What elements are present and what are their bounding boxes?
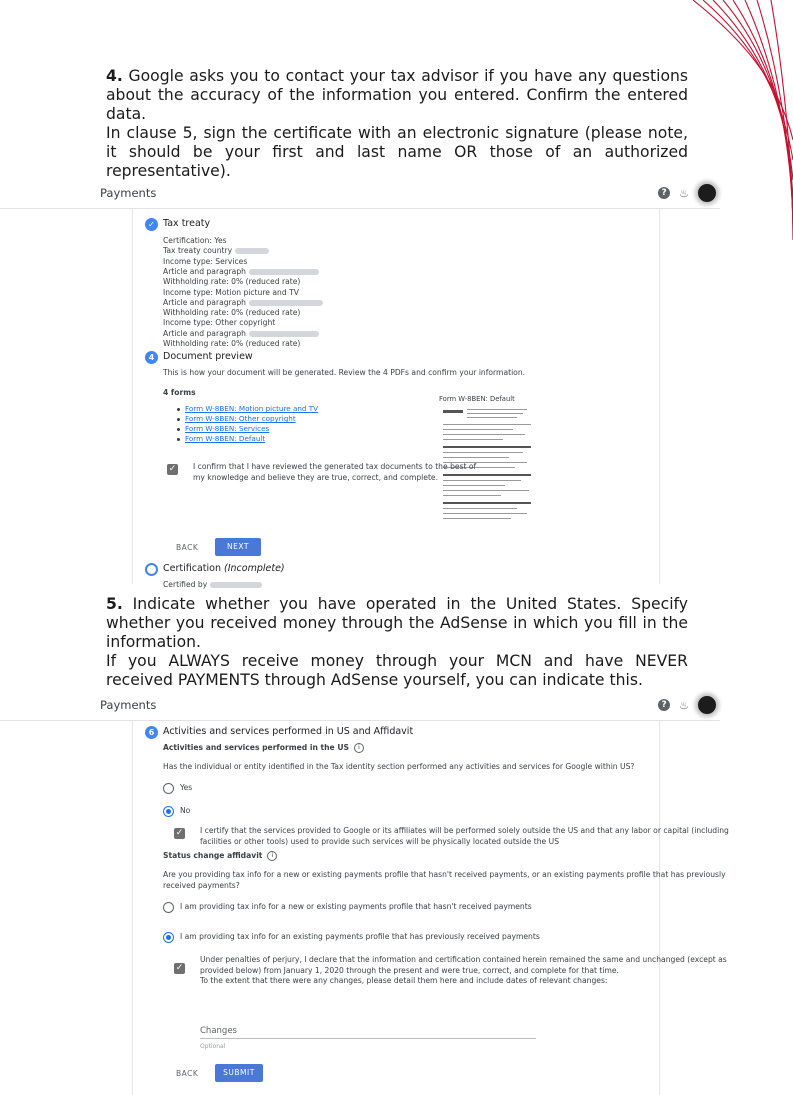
yes-label: Yes — [180, 783, 193, 792]
tax-treaty-line: Article and paragraph — [163, 267, 319, 277]
bullet — [177, 438, 180, 441]
next-button[interactable]: NEXT — [215, 538, 261, 556]
step-5-text-1: Indicate whether you have operated in the United States. Specify whether you received money through the AdSense in which you fill in the information. — [106, 595, 688, 651]
bell-icon[interactable]: ♨ — [679, 186, 689, 200]
tax-treaty-line: Certification: Yes — [163, 236, 227, 245]
confirm-text-1: I confirm that I have reviewed the generated tax documents to the best of — [193, 462, 477, 471]
redacted-value — [249, 269, 319, 275]
back-button[interactable]: BACK — [176, 1069, 199, 1078]
yes-radio[interactable] — [163, 783, 174, 794]
tax-treaty-line: Withholding rate: 0% (reduced rate) — [163, 308, 301, 318]
tax-treaty-line: Tax treaty country — [163, 246, 269, 256]
bell-icon[interactable]: ♨ — [679, 698, 689, 712]
perjury-checkbox[interactable]: ✓ — [175, 963, 184, 973]
tax-treaty-line: Article and paragraph — [163, 329, 319, 339]
help-icon[interactable]: ? — [658, 699, 670, 711]
confirm-checkbox[interactable]: ✓ — [168, 464, 177, 474]
existing-profile-label: I am providing tax info for an existing payments profile that has previously received payments — [180, 932, 540, 941]
changes-label: Changes — [200, 1026, 237, 1036]
bullet — [177, 418, 180, 421]
form-link-other-copyright[interactable]: Form W-8BEN: Other copyright — [185, 414, 296, 423]
step-5-instructions — [106, 595, 688, 690]
status-question-1: Are you providing tax info for a new or existing payments profile that hasn't received payments, or an existing payments profile that has previously — [163, 870, 726, 879]
payments-screenshot-2 — [0, 692, 729, 1095]
form-link-default[interactable]: Form W-8BEN: Default — [185, 434, 266, 443]
no-radio[interactable] — [163, 806, 174, 817]
payments-header — [0, 692, 720, 721]
forms-heading: 4 forms — [163, 388, 196, 397]
redacted-value — [249, 331, 319, 337]
tax-treaty-line: Withholding rate: 0% (reduced rate) — [163, 277, 301, 287]
preview-label: Form W-8BEN: Default — [439, 395, 515, 403]
certified-by: Certified by — [163, 580, 262, 590]
payments-title: Payments — [100, 186, 157, 200]
perjury-text-2: provided below) from January 1, 2020 through the present and were true, correct, and complete for that time. — [200, 966, 619, 975]
tax-form-panel — [132, 208, 660, 589]
perjury-text-1: Under penalties of perjury, I declare that the information and certification contained herein remained the same and unchanged (except as — [200, 955, 727, 964]
existing-profile-radio[interactable] — [163, 932, 174, 943]
tax-treaty-title: Tax treaty — [163, 218, 211, 229]
certification-title: Certification (Incomplete) — [163, 563, 285, 574]
redacted-value — [235, 248, 269, 254]
step-4-instructions — [106, 67, 688, 181]
step-4-number: 4. — [106, 67, 123, 85]
document-preview-title: Document preview — [163, 351, 253, 362]
perjury-text-3: To the extent that there were any changes, please detail them here and include dates of relevant changes: — [200, 976, 608, 985]
step-4-text-1: Google asks you to contact your tax advisor if you have any questions about the accuracy of the information you entered. Confirm the entered data. — [106, 67, 688, 123]
step-4-text-2: In clause 5, sign the certificate with an electronic signature (please note, it should be your first and last name OR those of an authorized representative). — [106, 124, 688, 180]
step-5-text-2: If you ALWAYS receive money through your MCN and have NEVER received PAYMENTS through AdSense yourself, you can indicate this. — [106, 652, 688, 689]
certify-checkbox[interactable]: ✓ — [175, 828, 184, 838]
new-profile-label: I am providing tax info for a new or existing payments profile that hasn't received payments — [180, 902, 532, 911]
form-link-motion-picture[interactable]: Form W-8BEN: Motion picture and TV — [185, 404, 319, 413]
payments-title: Payments — [100, 698, 157, 712]
section-title: Activities and services performed in US and Affidavit — [163, 726, 414, 737]
bullet — [177, 408, 180, 411]
optional-hint: Optional — [200, 1043, 226, 1050]
no-label: No — [180, 806, 191, 815]
changes-input[interactable] — [200, 1038, 536, 1039]
step-4-badge: 4 — [145, 351, 158, 364]
tax-treaty-line: Article and paragraph — [163, 298, 323, 308]
tax-treaty-line: Withholding rate: 0% (reduced rate) — [163, 339, 301, 348]
affidavit-panel — [132, 720, 729, 1095]
status-change-subheading: Status change affidavit i — [163, 851, 277, 861]
info-icon[interactable]: i — [267, 851, 277, 861]
avatar[interactable] — [698, 184, 716, 202]
form-link-services[interactable]: Form W-8BEN: Services — [185, 424, 270, 433]
avatar[interactable] — [698, 696, 716, 714]
document-preview-description: This is how your document will be generated. Review the 4 PDFs and confirm your information. — [163, 368, 526, 377]
back-button[interactable]: BACK — [176, 543, 199, 552]
progress-circle-icon — [145, 563, 158, 576]
certify-text-2: facilities or other tools) used to provide such services will be physically located outside the US — [200, 837, 560, 846]
activities-subheading: Activities and services performed in the US i — [163, 743, 364, 753]
redacted-value — [249, 300, 323, 306]
bullet — [177, 428, 180, 431]
submit-button[interactable]: SUBMIT — [215, 1064, 263, 1082]
help-icon[interactable]: ? — [658, 187, 670, 199]
step-6-badge: 6 — [145, 726, 158, 739]
confirm-text-2: my knowledge and believe they are true, correct, and complete. — [193, 473, 439, 482]
status-question-2: received payments? — [163, 881, 240, 890]
tax-treaty-line: Income type: Other copyright — [163, 318, 276, 328]
new-profile-radio[interactable] — [163, 902, 174, 913]
check-circle-icon: ✓ — [145, 218, 158, 231]
info-icon[interactable]: i — [354, 743, 364, 753]
certify-text-1: I certify that the services provided to Google or its affiliates will be performed solely outside the US and that any labor or capital (including — [200, 826, 729, 835]
payments-screenshot-1 — [0, 180, 720, 589]
tax-treaty-line: Income type: Services — [163, 256, 248, 266]
step-5-number: 5. — [106, 595, 123, 613]
activities-question: Has the individual or entity identified in the Tax identity section performed any activities and services for Google within US? — [163, 762, 635, 771]
payments-header — [0, 180, 720, 209]
tax-treaty-line: Income type: Motion picture and TV — [163, 287, 299, 297]
